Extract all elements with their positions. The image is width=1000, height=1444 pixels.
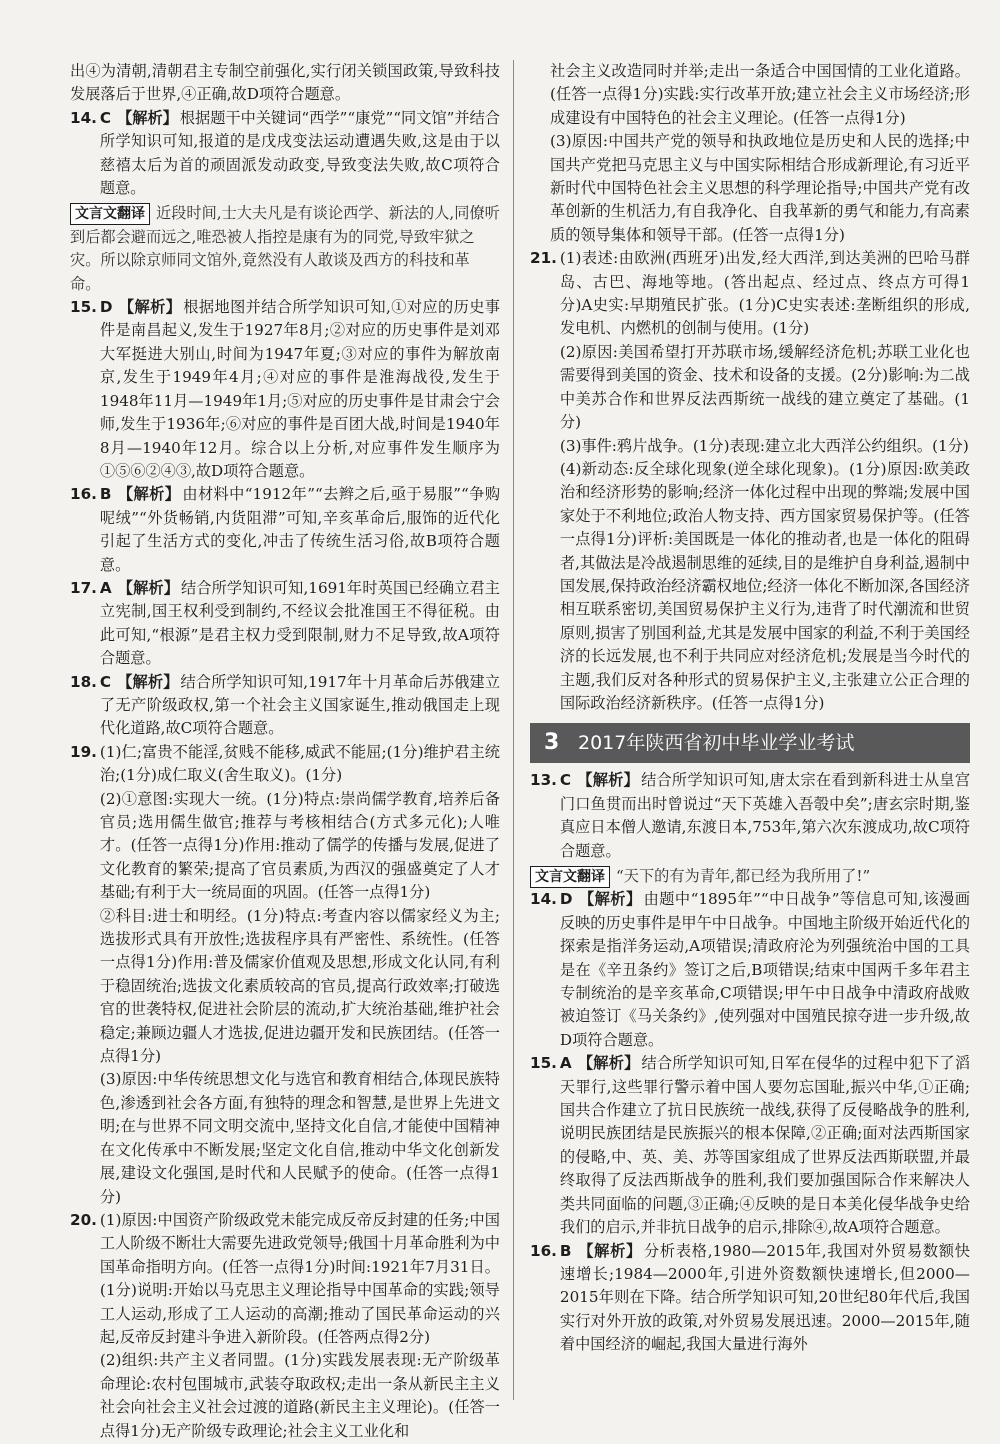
translation-label: 文言文翻译 (70, 203, 150, 225)
left-column (70, 60, 500, 1443)
question-number: 16. (70, 485, 97, 504)
answer-part-3: (3)事件:鸦片战争。(1分)表现:建立北大西洋公约组织。(1分) (559, 436, 969, 455)
answer-letter: C (99, 108, 112, 127)
analysis-text: 由题中“1895年”“中日战争”等信息可知,该漫画反映的历史事件是甲午中日战争。中国地主阶级开始近代化的探索是指洋务运动,A项错误;清政府沦为列强统治中国的工具是在《辛丑条约》签订之后,B项错误;结束中国两千多年君主专制统治的是辛亥革命,C项错误;甲午中日战争中清政府战败被迫签订《马关条约》,使列强对中国殖民掠夺进一步升级,故D项符合题意。 (559, 890, 971, 1049)
question-14 (70, 107, 500, 201)
section3-question-15 (530, 1052, 970, 1239)
answer-letter: D (99, 298, 113, 317)
analysis-tag: 【解析】 (117, 108, 178, 127)
analysis-text: 结合所学知识可知,日军在侵华的过程中犯下了滔天罪行,这些罪行警示着中国人要勿忘国耻,振兴中华,①正确;国共合作建立了抗日民族统一战线,获得了反侵略战争的胜利,说明民族团结是民族振兴的根本保障,②正确;面对法西斯国家的侵略,中、英、美、苏等国家组成了世界反法西斯联盟,并最终取得了反法西斯战争的胜利,我们要加强国际合作来解决人类共同面临的问题,③正确;④反映的是日本美化侵华战争史给我们的启示,并非抗日战争的启示,排除④,故A项符合题意。 (559, 1054, 971, 1237)
analysis-tag: 【解析】 (117, 578, 180, 597)
question-17 (70, 577, 500, 671)
question-18 (70, 671, 500, 741)
answer-letter: A (559, 1054, 572, 1073)
question-number: 18. (70, 672, 97, 691)
section3-question-13 (530, 769, 970, 863)
translation-text: 近段时间,士大夫凡是有谈论西学、新法的人,同僚听到后都会避而远之,唯恐被人指控是康有为的同党,导致牢狱之灾。所以除京师同文馆外,竟然没有人敢谈及西方的科技和革命。 (70, 204, 500, 293)
answer-part-2: (2)①意图:实现大一统。(1分)特点:崇尚儒学教育,培养后备官员;选用儒生做官;推荐与考核相结合(方式多元化);人唯才。(任答一点得1分)作用:推动了儒学的传播与发展,促进了文化教育的繁荣;提高了官员素质,为西汉的强盛奠定了人才基础;有利于大一统局面的巩固。(任答一点得1分) (99, 789, 500, 902)
answer-part-2: (2)组织:共产主义者同盟。(1分)实践发展表现:无产阶级革命理论:农村包围城市,武装夺取政权;走出一条从新民主主义社会向社会主义社会过渡的道路(新民主主义理论)。(任答一点得1分)无产阶级专政理论;社会主义工业化和 (99, 1351, 500, 1440)
section-banner (530, 723, 970, 763)
column-divider (513, 60, 514, 1400)
question-number: 13. (530, 771, 557, 790)
translation-block (530, 865, 970, 888)
question-20 (70, 1209, 500, 1443)
answer-part-2b: ②科目:进士和明经。(1分)特点:考查内容以儒家经义为主;选拔形式具有开放性;选拔程序具有严密性、系统性。(任答一点得1分)作用:普及儒家价值观及思想,形成文化认同,有利于稳固统治;选拔文化素质较高的官员,提高行政效率;打破选官的世袭特权,促进社会阶层的流动,扩大统治基础,维护社会稳定;兼顾边疆人才选拔,促进边疆开发和民族团结。(任答一点得1分) (99, 906, 500, 1066)
answer-part-1: (1)仁;富贵不能淫,贫贱不能移,威武不能屈;(1分)维护君主统治;(1分)成仁取义(舍生取义)。(1分) (99, 742, 500, 785)
intro-continuation: 出④为清朝,清朝君主专制空前强化,实行闭关锁国政策,导致科技发展落后于世界,④正确,故D项符合题意。 (70, 62, 500, 104)
section-number: 3 (544, 730, 560, 756)
question-20-continuation (530, 60, 970, 247)
question-number: 20. (70, 1210, 97, 1229)
question-number: 19. (70, 742, 97, 761)
analysis-text: 根据题干中关键词“西学”“康党”“同文馆”并结合所学知识可知,报道的是戊戌变法运动遭遇失败,这是由于以慈禧太后为首的顽固派发动政变,导致变法失败,故C项符合题意。 (99, 108, 500, 198)
question-21 (530, 247, 970, 715)
question-19 (70, 741, 500, 1209)
analysis-tag: 【解析】 (117, 672, 179, 691)
analysis-text: 由材料中“1912年”“去辫之后,亟于易服”“争购呢绒”“外货畅销,内货阻滞”可知,辛亥革命后,服饰的近代化引起了生活方式的变化,冲击了传统生活习俗,故B项符合题意。 (99, 485, 501, 574)
analysis-tag: 【解析】 (577, 771, 640, 790)
analysis-tag: 【解析】 (118, 298, 182, 317)
analysis-tag: 【解析】 (577, 1241, 642, 1260)
question-16 (70, 483, 500, 577)
analysis-text: 结合所学知识可知,1917年十月革命后苏俄建立了无产阶级政权,第一个社会主义国家诞生,推动俄国走上现代化道路,故C项符合题意。 (99, 672, 501, 738)
answer-part-3: (3)原因:中华传统思想文化与选官和教育相结合,体现民族特色,渗透到社会各方面,有独特的理念和智慧,是世界上先进文明;在与世界不同文明交流中,坚持文化自信,才能使中国精神在文化传承中不断发展;坚定文化自信,推动中华文化创新发展,建设文化强国,是时代和人民赋予的使命。(任答一点得1分) (99, 1070, 500, 1206)
question-number: 16. (530, 1241, 557, 1260)
section3-question-16 (530, 1240, 970, 1357)
translation-block (70, 202, 500, 296)
answer-letter: A (99, 578, 112, 597)
answer-letter: D (559, 890, 573, 909)
analysis-text: 结合所学知识可知,1691年时英国已经确立君主立宪制,国王权利受到制约,不经议会批准国王不得征税。由此可知,“根源”是君主权力受到限制,财力不足导致,故A项符合题意。 (99, 578, 500, 668)
answer-part-4: (4)新动态:反全球化现象(逆全球化现象)。(1分)原因:欧美政治和经济形势的影响;经济一体化过程中出现的弊端;发展中国家处于不利地位;政治人物支持、西方国家贸易保护等。(任答一点得1分)评析:美国既是一体化的推动者,也是一体化的阻碍者,其做法是冷战遏制思维的延续,目的是维护自身利益,遏制中国发展,保持政治经济霸权地位;经济一体化不断加深,各国经济相互联系密切,美国贸易保护主义行为,违背了时代潮流和世贸原则,损害了别国利益,尤其是发展中国家的利益,不利于美国经济的长远发展,也不利于共同应对经济危机;发展是当今时代的主题,我们反对各种形式的贸易保护主义,主张建立公正合理的国际政治经济新秩序。(任答一点得1分) (559, 459, 970, 712)
analysis-tag: 【解析】 (117, 485, 181, 504)
analysis-text: 结合所学知识可知,唐太宗在看到新科进士从皇宫门口鱼贯而出时曾说过“天下英雄入吾彀中矣”;唐玄宗时期,鉴真应日本僧人邀请,东渡日本,753年,第六次东渡成功,故C项符合题意。 (559, 771, 971, 860)
question-number: 17. (70, 578, 97, 597)
translation-text: “天下的有为青年,都已经为我所用了!” (616, 867, 871, 885)
analysis-tag: 【解析】 (578, 890, 642, 909)
answer-part-2-continued: 社会主义改造同时并举;走出一条适合中国国情的工业化道路。(任答一点得1分)实践:实行改革开放;建立社会主义市场经济;形成建设有中国特色的社会主义理论。(任答一点得1分) (550, 62, 970, 127)
answer-letter: B (99, 485, 112, 504)
question-number: 14. (70, 108, 97, 127)
watermark (0, 638, 56, 795)
analysis-text: 根据地图并结合所学知识可知,①对应的历史事件是南昌起义,发生于1927年8月;②对应的历史事件是刘邓大军挺进大别山,时间为1947年夏;③对应的事件为解放南京,发生于1949年4月;④对应的事件是淮海战役,发生于1948年11月—1949年1月;⑤对应的历史事件是甘肃会宁会师,发生于1936年;⑥对应的事件是百团大战,时间是1940年8月—1940年12月。综合以上分析,对应事件发生顺序为①⑤⑥②④③,故D项符合题意。 (99, 298, 500, 480)
translation-label: 文言文翻译 (530, 866, 610, 888)
question-number: 21. (530, 249, 557, 268)
answer-part-3: (3)原因:中国共产党的领导和执政地位是历史和人民的选择;中国共产党把马克思主义与中国实际相结合形成新理论,有习近平新时代中国特色社会主义思想的科学理论指导;中国共产党有改革创新的生机活力,有自我净化、自我革新的勇气和能力,有高素质的领导集体和领导干部。(任答一点得1分) (550, 132, 970, 244)
answer-letter: B (559, 1241, 572, 1260)
question-number: 14. (530, 890, 557, 909)
answer-part-1: (1)表述:由欧洲(西班牙)出发,经大西洋,到达美洲的巴哈马群岛、古巴、海地等地。(答出起点、经过点、终点方可得1分)A史实:早期殖民扩张。(1分)C史实表述:垄断组织的形成,发电机、内燃机的创制与使用。(1分) (559, 249, 970, 338)
analysis-tag: 【解析】 (577, 1054, 640, 1073)
answer-letter: C (99, 672, 112, 691)
answer-letter: C (559, 771, 572, 790)
question-15 (70, 296, 500, 483)
right-column (530, 60, 970, 1357)
section3-question-14 (530, 888, 970, 1052)
question-number: 15. (70, 298, 97, 317)
answer-part-2: (2)原因:美国希望打开苏联市场,缓解经济危机;苏联工业化也需要得到美国的资金、技术和设备的支援。(2分)影响:为二战中美苏合作和世界反法西斯统一战线的建立奠定了基础。(1分) (559, 342, 970, 432)
question-number: 15. (530, 1054, 557, 1073)
section-title: 2017年陕西省初中毕业学业考试 (578, 732, 855, 755)
analysis-text: 分析表格,1980—2015年,我国对外贸易数额快速增长;1984—2000年,引进外资数额快速增长,但2000—2015年则在下降。结合所学知识可知,20世纪80年代后,我国实行对外开放的政策,对外贸易发展迅速。2000—2015年,随着中国经济的崛起,我国大量进行海外 (559, 1241, 970, 1354)
answer-part-1: (1)原因:中国资产阶级政党未能完成反帝反封建的任务;中国工人阶级不断壮大需要先进政党领导;俄国十月革命胜利为中国革命指明方向。(任答一点得1分)时间:1921年7月31日。(1分)说明:开始以马克思主义理论指导中国革命的实践;领导工人运动,形成了工人运动的高潮;推动了国民革命运动的兴起,反帝反封建斗争进入新阶段。(任答两点得2分) (99, 1210, 500, 1346)
